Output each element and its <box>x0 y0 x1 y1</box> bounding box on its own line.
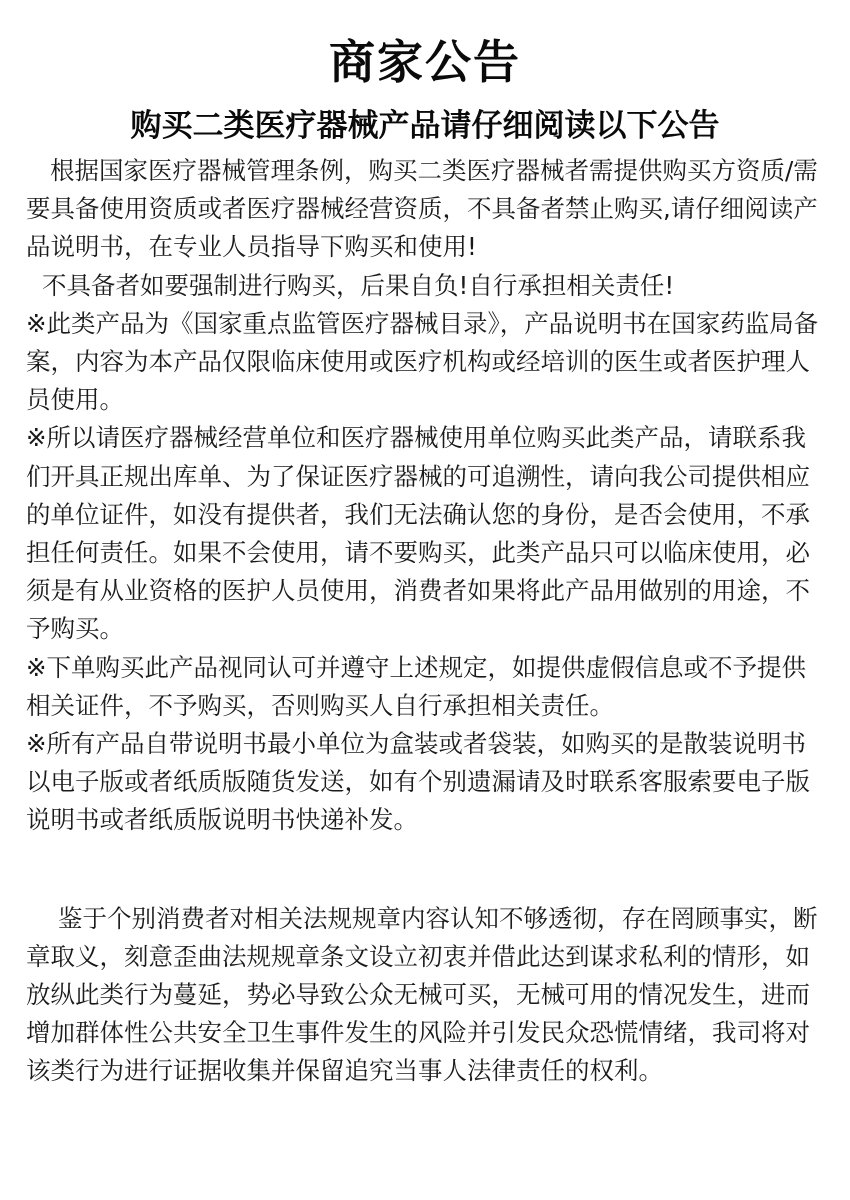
paragraph-spacer <box>26 840 826 900</box>
notice-title: 商家公告 <box>329 35 521 89</box>
paragraph-purchase-units: ※所以请医疗器械经营单位和医疗器械使用单位购买此类产品，请联系我们开具正规出库单、为了保证医疗器械的可追溯性，请向我公司提供相应的单位证件，如没有提供者，我们无法确认您的身份，是否会使用，不承担任何责任。如果不会使用，请不要购买，此类产品只可以临床使用，必须是有从业资格的医护人员使用，消费者如果将此产品用做别的用途，不予购买。 <box>26 423 810 644</box>
paragraph-regulation: 根据国家医疗器械管理条例，购买二类医疗器械者需提供购买方资质/需要具备使用资质或者医疗器械经营资质，不具备者禁止购买,请仔细阅读产品说明书，在专业人员指导下购买和使用! <box>26 156 818 262</box>
paragraph-legal-rights: 鉴于个别消费者对相关法规规章内容认知不够透彻，存在罔顾事实，断章取义，刻意歪曲法规规章条文设立初衷并借此达到谋求私利的情形，如放纵此类行为蔓延，势必导致公众无械可买，无械可用的情况发生，进而增加群体性公共安全卫生事件发生的风险并引发民众恐慌情绪，我司将对该类行为进行证据收集并保留追究当事人法律责任的权利。 <box>26 903 818 1086</box>
notice-subtitle: 购买二类医疗器械产品请仔细阅读以下公告 <box>130 108 720 144</box>
paragraph-manual: ※所有产品自带说明书最小单位为盒装或者袋装，如购买的是散装说明书以电子版或者纸质版随货发送，如有个别遗漏请及时联系客服索要电子版说明书或者纸质版说明书快递补发。 <box>26 729 810 835</box>
paragraph-order-terms: ※下单购买此产品视同认可并遵守上述规定，如提供虚假信息或不予提供相关证件，不予购买，否则购买人自行承担相关责任。 <box>26 652 807 720</box>
paragraph-catalog: ※此类产品为《国家重点监管医疗器械目录》，产品说明书在国家药监局备案，内容为本产品仅限临床使用或医疗机构或经培训的医生或者医护理人员使用。 <box>26 308 819 415</box>
notice-body <box>26 152 826 1091</box>
paragraph-warning: 不具备者如要强制进行购买，后果自负!自行承担相关责任! <box>42 270 675 300</box>
